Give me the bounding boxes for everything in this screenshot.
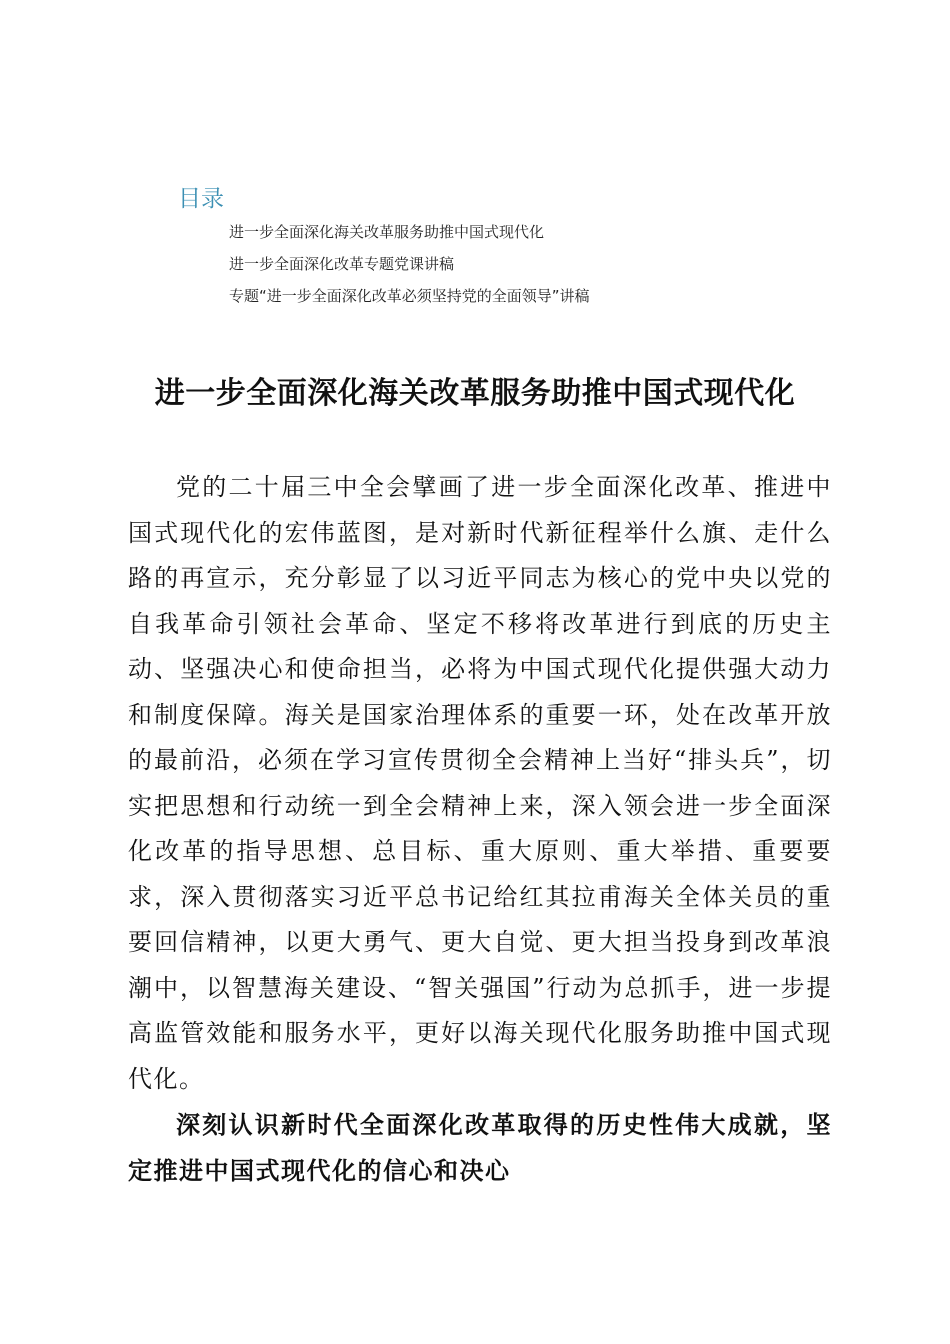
toc-item[interactable]: 进一步全面深化海关改革服务助推中国式现代化: [229, 223, 545, 241]
toc-item[interactable]: 专题“进一步全面深化改革必须坚持党的全面领导”讲稿: [229, 287, 590, 305]
document-title: 进一步全面深化海关改革服务助推中国式现代化: [154, 376, 796, 411]
table-of-contents: [178, 184, 878, 318]
toc-list: [178, 222, 878, 306]
toc-item[interactable]: 进一步全面深化改革专题党课讲稿: [229, 255, 455, 273]
section-heading: 深刻认识新时代全面深化改革取得的历史性伟大成就，坚定推进中国式现代化的信心和决心: [128, 1110, 832, 1185]
toc-title: 目录: [178, 186, 224, 212]
body-paragraph: 党的二十届三中全会擘画了进一步全面深化改革、推进中国式现代化的宏伟蓝图，是对新时代新征程举什么旗、走什么路的再宣示，充分彰显了以习近平同志为核心的党中央以党的自我革命引领社会革命、坚定不移将改革进行到底的历史主动、坚强决心和使命担当，必将为中国式现代化提供强大动力和制度保障。海关是国家治理体系的重要一环，处在改革开放的最前沿，必须在学习宣传贯彻全会精神上当好“排头兵”，切实把思想和行动统一到全会精神上来，深入领会进一步全面深化改革的指导思想、总目标、重大原则、重大举措、重要要求，深入贯彻落实习近平总书记给红其拉甫海关全体关员的重要回信精神，以更大勇气、更大自觉、更大担当投身到改革浪潮中，以智慧海关建设、“智关强国”行动为总抓手，进一步提高监管效能和服务水平，更好以海关现代化服务助推中国式现代化。: [128, 473, 832, 1093]
document-body: [128, 465, 832, 1193]
